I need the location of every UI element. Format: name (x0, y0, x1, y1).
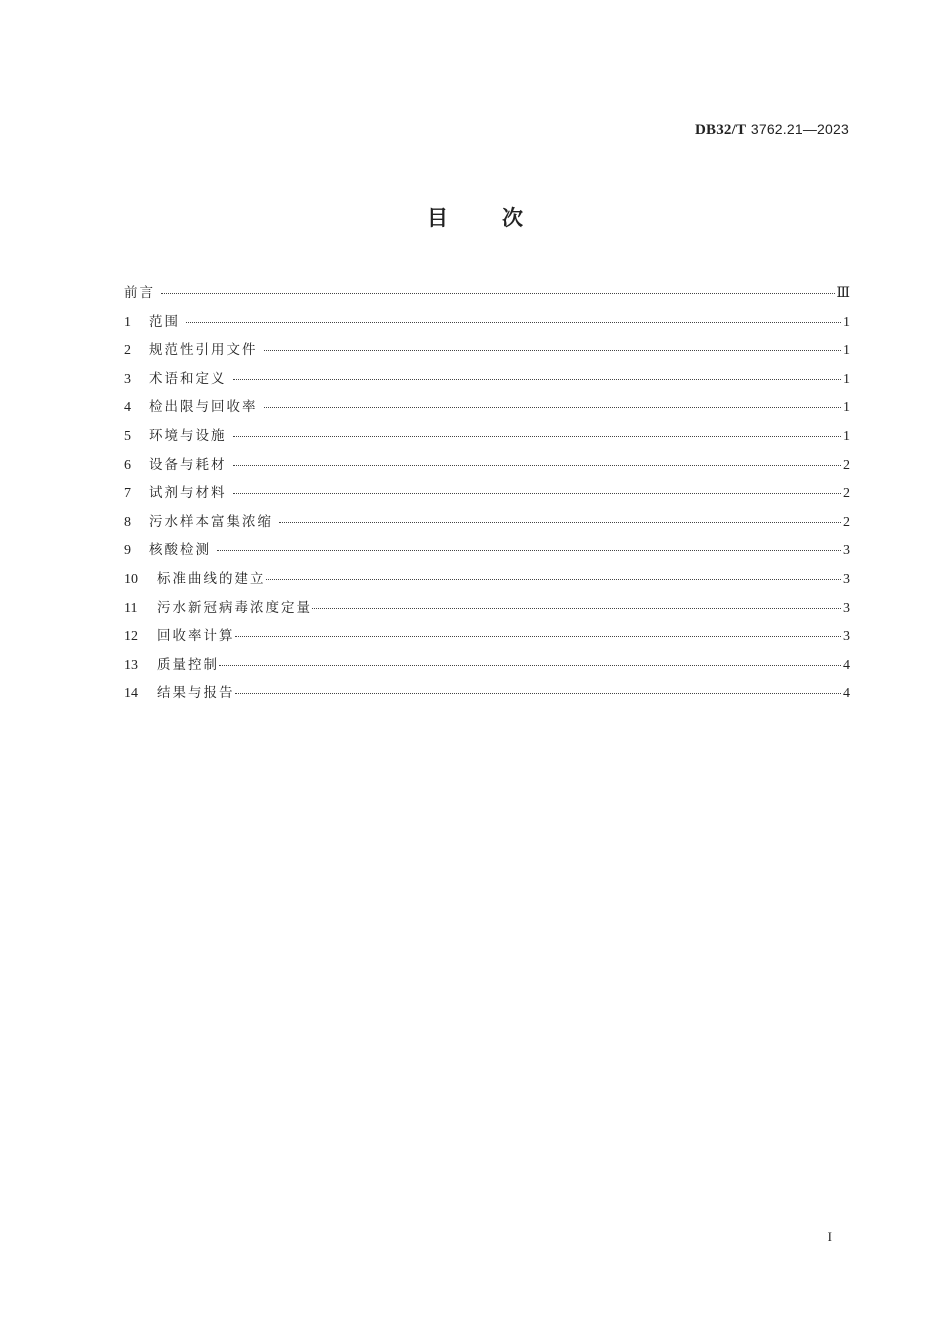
toc-leader-dots (186, 312, 841, 326)
toc-item-page: 1 (843, 371, 850, 387)
toc-item-7[interactable] (124, 481, 850, 510)
toc-item-5[interactable] (124, 424, 850, 453)
toc-item-page: 2 (843, 486, 850, 502)
toc-item-number: 1 (124, 314, 131, 330)
document-code-number: 3762.21—2023 (750, 121, 849, 137)
toc-item-label: 设备与耗材 (149, 456, 227, 473)
page-number: I (827, 1229, 832, 1244)
toc-item-label: 回收率计算 (157, 628, 235, 645)
document-code-prefix: DB (694, 122, 717, 138)
toc-item-label: 环境与设施 (149, 427, 227, 444)
toc-item-number: 3 (124, 371, 131, 387)
toc-item-label: 污水新冠病毒浓度定量 (157, 599, 312, 616)
toc-item-label: 检出限与回收率 (149, 399, 258, 416)
toc-leader-dots (235, 626, 842, 640)
toc-leader-dots (233, 369, 842, 383)
toc-item-page: 1 (843, 343, 850, 359)
toc-item-label: 结果与报告 (157, 685, 235, 702)
toc-title (0, 202, 950, 232)
toc-item-page: 3 (843, 543, 850, 559)
toc-item-label: 前言 (124, 285, 155, 301)
table-of-contents (124, 281, 850, 710)
toc-item-page: 1 (843, 314, 850, 330)
toc-item-page: 4 (843, 657, 850, 673)
toc-item-label: 规范性引用文件 (149, 342, 258, 359)
toc-leader-dots (233, 455, 842, 469)
toc-item-number: 14 (124, 686, 138, 702)
toc-leader-dots (217, 540, 841, 554)
toc-item-page: 2 (843, 514, 850, 530)
toc-item-foreword[interactable] (124, 281, 850, 310)
toc-leader-dots (264, 340, 842, 354)
toc-item-3[interactable] (124, 367, 850, 396)
toc-item-page: 3 (843, 629, 850, 645)
toc-item-page: Ⅲ (836, 286, 850, 301)
toc-item-label: 质量控制 (157, 656, 219, 673)
toc-item-label: 污水样本富集浓缩 (149, 513, 273, 530)
toc-item-number: 13 (124, 657, 138, 673)
toc-item-number: 2 (124, 343, 131, 359)
toc-title-char-2: 次 (502, 206, 523, 230)
toc-leader-dots (266, 569, 842, 583)
toc-leader-dots (233, 483, 842, 497)
toc-item-4[interactable] (124, 395, 850, 424)
toc-item-number: 8 (124, 514, 131, 530)
toc-item-page: 2 (843, 457, 850, 473)
toc-item-8[interactable] (124, 510, 850, 539)
toc-item-label: 核酸检测 (149, 542, 211, 559)
toc-item-number: 12 (124, 629, 138, 645)
toc-item-page: 1 (843, 428, 850, 444)
toc-item-11[interactable] (124, 596, 850, 625)
toc-leader-dots (161, 283, 835, 297)
toc-item-number: 11 (124, 600, 138, 616)
toc-item-number: 5 (124, 428, 131, 444)
toc-item-9[interactable] (124, 538, 850, 567)
toc-item-10[interactable] (124, 567, 850, 596)
toc-item-label: 试剂与材料 (149, 485, 227, 502)
toc-item-2[interactable] (124, 338, 850, 367)
toc-leader-dots (279, 512, 841, 526)
toc-item-label: 范围 (149, 313, 180, 330)
toc-item-page: 1 (843, 400, 850, 416)
toc-item-14[interactable] (124, 681, 850, 710)
toc-title-char-1: 目 (427, 206, 448, 230)
toc-item-1[interactable] (124, 310, 850, 339)
document-code-series: 32/T (716, 122, 747, 138)
toc-leader-dots (264, 397, 842, 411)
toc-item-12[interactable] (124, 624, 850, 653)
toc-item-number: 6 (124, 457, 131, 473)
toc-item-page: 4 (843, 686, 850, 702)
toc-leader-dots (219, 655, 841, 669)
toc-leader-dots (312, 598, 841, 612)
document-code (695, 121, 849, 139)
toc-item-13[interactable] (124, 653, 850, 682)
toc-item-6[interactable] (124, 453, 850, 482)
toc-leader-dots (233, 426, 842, 440)
toc-item-number: 9 (124, 543, 131, 559)
toc-item-number: 7 (124, 486, 131, 502)
toc-leader-dots (235, 683, 842, 697)
toc-item-label: 术语和定义 (149, 370, 227, 387)
toc-item-page: 3 (843, 600, 850, 616)
toc-item-number: 10 (124, 571, 138, 587)
toc-item-label: 标准曲线的建立 (157, 570, 266, 587)
toc-item-number: 4 (124, 400, 131, 416)
toc-item-page: 3 (843, 571, 850, 587)
